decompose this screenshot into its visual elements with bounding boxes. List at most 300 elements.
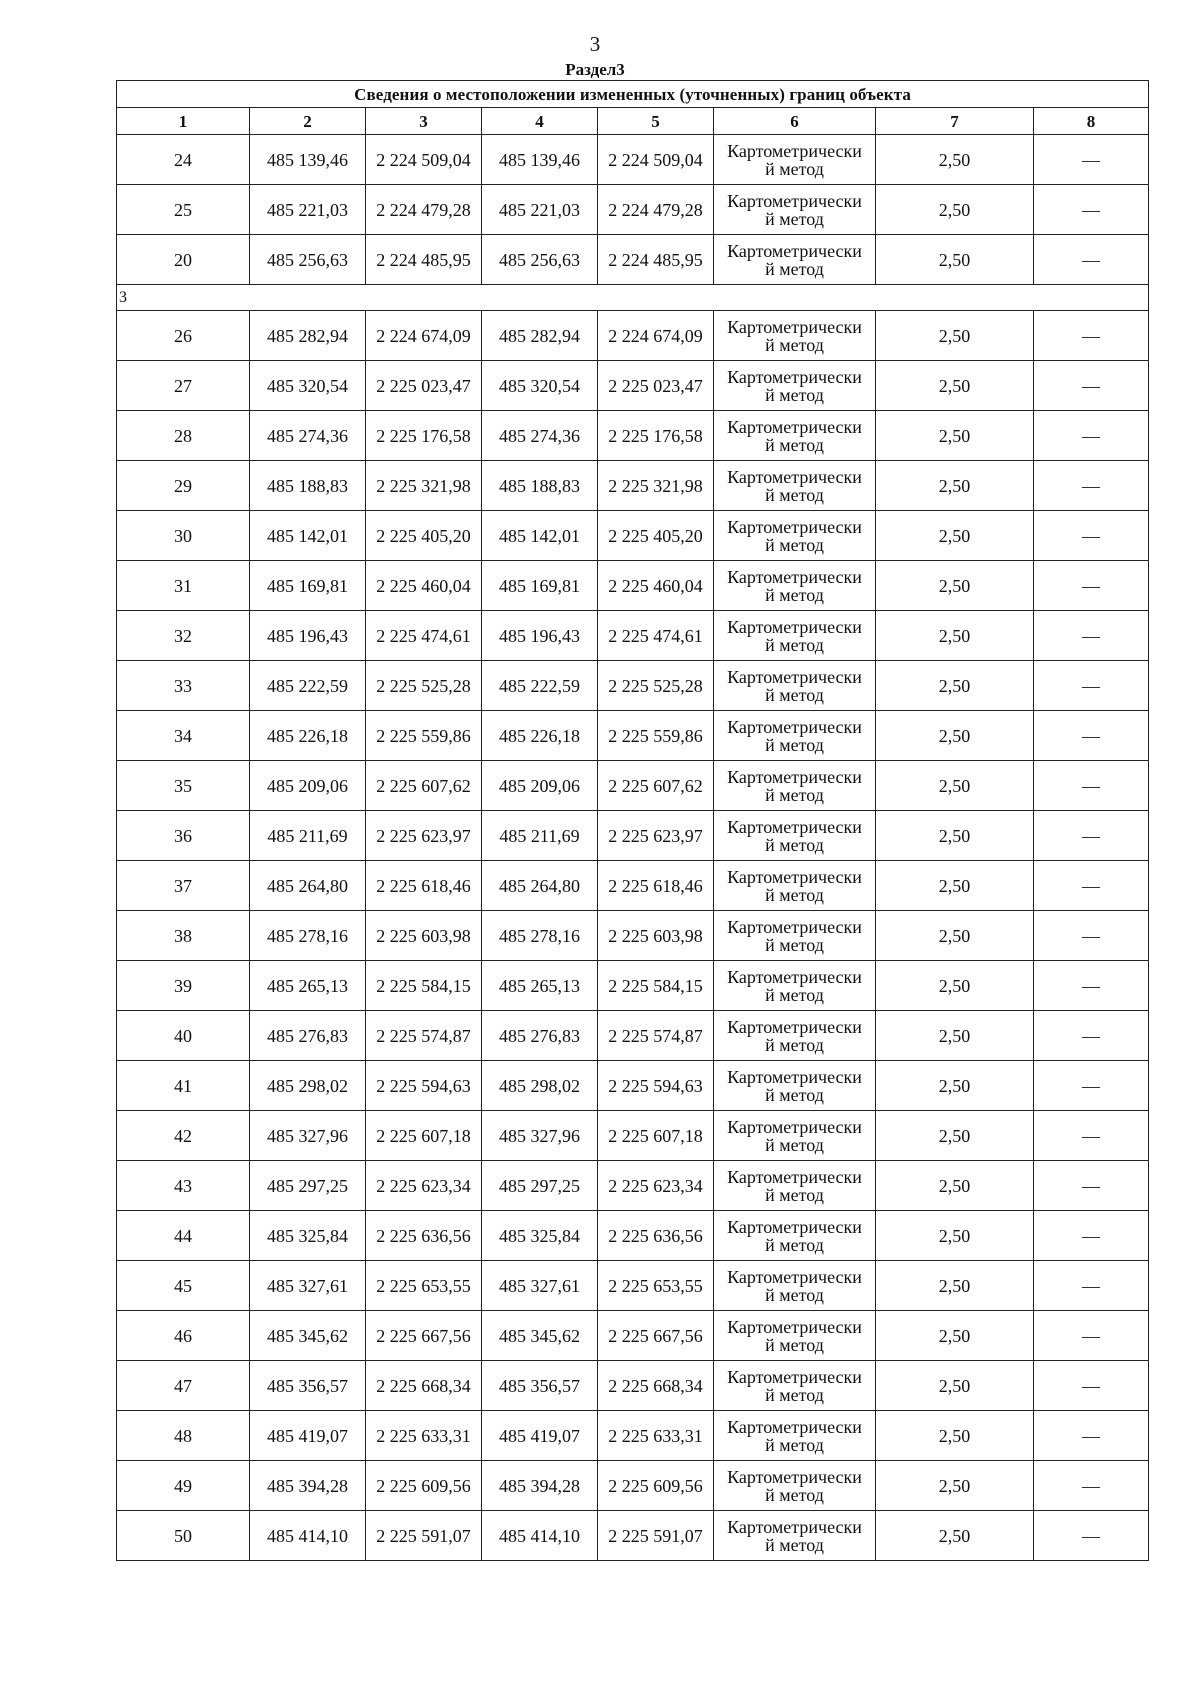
note-dash: — <box>1034 1211 1149 1261</box>
coord-x-refined: 485 327,96 <box>482 1111 598 1161</box>
coord-y-existing: 2 225 574,87 <box>366 1011 482 1061</box>
coord-y-refined: 2 225 405,20 <box>598 511 714 561</box>
method-line-2: й метод <box>765 534 824 555</box>
method-line-2: й метод <box>765 1534 824 1555</box>
coord-y-existing: 2 224 674,09 <box>366 311 482 361</box>
method-line-2: й метод <box>765 1134 824 1155</box>
coord-y-existing: 2 225 321,98 <box>366 461 482 511</box>
coord-x-refined: 485 142,01 <box>482 511 598 561</box>
column-header: 5 <box>598 108 714 135</box>
coord-x-existing: 485 327,96 <box>250 1111 366 1161</box>
coord-x-refined: 485 298,02 <box>482 1061 598 1111</box>
point-number: 37 <box>117 861 250 911</box>
coord-y-refined: 2 225 623,34 <box>598 1161 714 1211</box>
method-line-1: Картометрически <box>727 666 862 687</box>
method-line-2: й метод <box>765 834 824 855</box>
note-dash: — <box>1034 1511 1149 1561</box>
method-cell <box>714 411 876 461</box>
coord-y-refined: 2 225 603,98 <box>598 911 714 961</box>
coord-y-existing: 2 224 479,28 <box>366 185 482 235</box>
coord-x-refined: 485 414,10 <box>482 1511 598 1561</box>
coord-x-existing: 485 139,46 <box>250 135 366 185</box>
table-row <box>117 461 1149 511</box>
coord-y-existing: 2 224 509,04 <box>366 135 482 185</box>
point-number: 48 <box>117 1411 250 1461</box>
accuracy-value: 2,50 <box>876 311 1034 361</box>
method-line-2: й метод <box>765 484 824 505</box>
coord-y-refined: 2 225 609,56 <box>598 1461 714 1511</box>
coord-x-refined: 485 196,43 <box>482 611 598 661</box>
table-row <box>117 1511 1149 1561</box>
method-line-2: й метод <box>765 1484 824 1505</box>
table-row <box>117 811 1149 861</box>
accuracy-value: 2,50 <box>876 1111 1034 1161</box>
coord-x-refined: 485 356,57 <box>482 1361 598 1411</box>
coord-x-refined: 485 265,13 <box>482 961 598 1011</box>
coord-y-existing: 2 225 594,63 <box>366 1061 482 1111</box>
point-number: 35 <box>117 761 250 811</box>
method-line-1: Картометрически <box>727 1016 862 1037</box>
coord-y-refined: 2 225 633,31 <box>598 1411 714 1461</box>
accuracy-value: 2,50 <box>876 1211 1034 1261</box>
coord-y-existing: 2 225 405,20 <box>366 511 482 561</box>
table-row <box>117 711 1149 761</box>
coord-y-refined: 2 225 607,18 <box>598 1111 714 1161</box>
method-line-1: Картометрически <box>727 316 862 337</box>
accuracy-value: 2,50 <box>876 1411 1034 1461</box>
coord-y-refined: 2 225 574,87 <box>598 1011 714 1061</box>
accuracy-value: 2,50 <box>876 361 1034 411</box>
method-cell <box>714 1111 876 1161</box>
coord-y-refined: 2 225 667,56 <box>598 1311 714 1361</box>
method-cell <box>714 911 876 961</box>
method-cell <box>714 761 876 811</box>
accuracy-value: 2,50 <box>876 661 1034 711</box>
method-line-1: Картометрически <box>727 416 862 437</box>
coord-x-existing: 485 209,06 <box>250 761 366 811</box>
coord-x-existing: 485 276,83 <box>250 1011 366 1061</box>
note-dash: — <box>1034 461 1149 511</box>
coord-y-existing: 2 224 485,95 <box>366 235 482 285</box>
coord-x-existing: 485 221,03 <box>250 185 366 235</box>
note-dash: — <box>1034 1261 1149 1311</box>
accuracy-value: 2,50 <box>876 811 1034 861</box>
coord-y-existing: 2 225 668,34 <box>366 1361 482 1411</box>
method-line-2: й метод <box>765 584 824 605</box>
coord-y-refined: 2 225 584,15 <box>598 961 714 1011</box>
coord-y-refined: 2 225 525,28 <box>598 661 714 711</box>
coord-x-existing: 485 298,02 <box>250 1061 366 1111</box>
method-cell <box>714 861 876 911</box>
note-dash: — <box>1034 1411 1149 1461</box>
coord-x-existing: 485 394,28 <box>250 1461 366 1511</box>
method-line-1: Картометрически <box>727 1216 862 1237</box>
method-line-1: Картометрически <box>727 466 862 487</box>
coord-x-existing: 485 282,94 <box>250 311 366 361</box>
coord-y-refined: 2 224 674,09 <box>598 311 714 361</box>
coord-x-refined: 485 139,46 <box>482 135 598 185</box>
table-row <box>117 1211 1149 1261</box>
method-cell <box>714 611 876 661</box>
coord-y-refined: 2 225 023,47 <box>598 361 714 411</box>
coord-x-existing: 485 169,81 <box>250 561 366 611</box>
method-cell <box>714 1161 876 1211</box>
point-number: 27 <box>117 361 250 411</box>
group-label: 3 <box>117 285 1149 311</box>
coord-y-existing: 2 225 584,15 <box>366 961 482 1011</box>
point-number: 50 <box>117 1511 250 1561</box>
coord-x-existing: 485 419,07 <box>250 1411 366 1461</box>
coord-y-existing: 2 225 667,56 <box>366 1311 482 1361</box>
method-line-2: й метод <box>765 1034 824 1055</box>
coord-x-existing: 485 274,36 <box>250 411 366 461</box>
note-dash: — <box>1034 1011 1149 1061</box>
column-header: 1 <box>117 108 250 135</box>
method-line-2: й метод <box>765 1184 824 1205</box>
accuracy-value: 2,50 <box>876 511 1034 561</box>
point-number: 49 <box>117 1461 250 1511</box>
method-line-2: й метод <box>765 784 824 805</box>
coord-y-refined: 2 224 509,04 <box>598 135 714 185</box>
method-line-1: Картометрически <box>727 1416 862 1437</box>
table-row <box>117 135 1149 185</box>
method-cell <box>714 561 876 611</box>
rows-section-b <box>117 311 1149 1561</box>
method-line-1: Картометрически <box>727 140 862 161</box>
point-number: 25 <box>117 185 250 235</box>
point-number: 47 <box>117 1361 250 1411</box>
method-line-2: й метод <box>765 208 824 229</box>
rows-section-a <box>117 135 1149 285</box>
coord-x-refined: 485 256,63 <box>482 235 598 285</box>
method-line-2: й метод <box>765 634 824 655</box>
coord-y-existing: 2 225 623,97 <box>366 811 482 861</box>
coord-x-existing: 485 142,01 <box>250 511 366 561</box>
coord-y-existing: 2 225 653,55 <box>366 1261 482 1311</box>
coord-x-existing: 485 211,69 <box>250 811 366 861</box>
note-dash: — <box>1034 135 1149 185</box>
method-line-1: Картометрически <box>727 1116 862 1137</box>
accuracy-value: 2,50 <box>876 185 1034 235</box>
table-row <box>117 1061 1149 1111</box>
coord-y-existing: 2 225 607,18 <box>366 1111 482 1161</box>
accuracy-value: 2,50 <box>876 861 1034 911</box>
method-line-1: Картометрически <box>727 516 862 537</box>
method-line-2: й метод <box>765 1284 824 1305</box>
method-cell <box>714 961 876 1011</box>
coord-y-refined: 2 225 594,63 <box>598 1061 714 1111</box>
coord-x-existing: 485 356,57 <box>250 1361 366 1411</box>
accuracy-value: 2,50 <box>876 911 1034 961</box>
coord-y-refined: 2 225 474,61 <box>598 611 714 661</box>
coord-y-existing: 2 225 603,98 <box>366 911 482 961</box>
coord-y-refined: 2 225 460,04 <box>598 561 714 611</box>
note-dash: — <box>1034 361 1149 411</box>
method-line-1: Картометрически <box>727 966 862 987</box>
table-row <box>117 1311 1149 1361</box>
method-cell <box>714 461 876 511</box>
method-line-1: Картометрически <box>727 716 862 737</box>
coord-y-existing: 2 225 591,07 <box>366 1511 482 1561</box>
coord-x-existing: 485 320,54 <box>250 361 366 411</box>
coord-y-refined: 2 225 591,07 <box>598 1511 714 1561</box>
table-row <box>117 1461 1149 1511</box>
coord-x-refined: 485 211,69 <box>482 811 598 861</box>
method-line-2: й метод <box>765 258 824 279</box>
column-header: 6 <box>714 108 876 135</box>
table-row <box>117 235 1149 285</box>
method-line-1: Картометрически <box>727 866 862 887</box>
coord-x-existing: 485 188,83 <box>250 461 366 511</box>
table-row <box>117 1161 1149 1211</box>
note-dash: — <box>1034 411 1149 461</box>
coord-x-existing: 485 256,63 <box>250 235 366 285</box>
table-row <box>117 1111 1149 1161</box>
table-row <box>117 511 1149 561</box>
table-row <box>117 861 1149 911</box>
method-cell <box>714 1461 876 1511</box>
method-line-1: Картометрически <box>727 1066 862 1087</box>
note-dash: — <box>1034 1311 1149 1361</box>
coord-x-existing: 485 196,43 <box>250 611 366 661</box>
coord-y-refined: 2 225 636,56 <box>598 1211 714 1261</box>
table-row <box>117 661 1149 711</box>
accuracy-value: 2,50 <box>876 1261 1034 1311</box>
method-line-1: Картометрически <box>727 1516 862 1537</box>
method-cell <box>714 311 876 361</box>
method-cell <box>714 1211 876 1261</box>
method-line-2: й метод <box>765 984 824 1005</box>
page-number: 3 <box>589 32 601 56</box>
table-row <box>117 311 1149 361</box>
point-number: 32 <box>117 611 250 661</box>
coord-x-refined: 485 209,06 <box>482 761 598 811</box>
coord-x-existing: 485 297,25 <box>250 1161 366 1211</box>
coord-x-existing: 485 345,62 <box>250 1311 366 1361</box>
method-line-2: й метод <box>765 1084 824 1105</box>
note-dash: — <box>1034 811 1149 861</box>
table-row <box>117 1361 1149 1411</box>
point-number: 29 <box>117 461 250 511</box>
method-cell <box>714 185 876 235</box>
point-number: 44 <box>117 1211 250 1261</box>
method-line-2: й метод <box>765 684 824 705</box>
method-line-2: й метод <box>765 934 824 955</box>
accuracy-value: 2,50 <box>876 1011 1034 1061</box>
accuracy-value: 2,50 <box>876 1311 1034 1361</box>
coord-x-refined: 485 320,54 <box>482 361 598 411</box>
coord-y-existing: 2 225 525,28 <box>366 661 482 711</box>
table-row <box>117 961 1149 1011</box>
method-cell <box>714 711 876 761</box>
method-line-1: Картометрически <box>727 766 862 787</box>
coord-y-refined: 2 225 668,34 <box>598 1361 714 1411</box>
coord-x-refined: 485 274,36 <box>482 411 598 461</box>
point-number: 30 <box>117 511 250 561</box>
method-cell <box>714 235 876 285</box>
coord-x-existing: 485 278,16 <box>250 911 366 961</box>
method-line-1: Картометрически <box>727 1266 862 1287</box>
coord-x-refined: 485 226,18 <box>482 711 598 761</box>
coord-x-refined: 485 345,62 <box>482 1311 598 1361</box>
coord-y-existing: 2 225 633,31 <box>366 1411 482 1461</box>
note-dash: — <box>1034 661 1149 711</box>
coord-y-existing: 2 225 559,86 <box>366 711 482 761</box>
coord-x-existing: 485 414,10 <box>250 1511 366 1561</box>
method-cell <box>714 1411 876 1461</box>
accuracy-value: 2,50 <box>876 1161 1034 1211</box>
note-dash: — <box>1034 1061 1149 1111</box>
coord-x-existing: 485 265,13 <box>250 961 366 1011</box>
method-line-2: й метод <box>765 1384 824 1405</box>
coord-x-refined: 485 221,03 <box>482 185 598 235</box>
table-row <box>117 411 1149 461</box>
method-line-2: й метод <box>765 384 824 405</box>
accuracy-value: 2,50 <box>876 411 1034 461</box>
note-dash: — <box>1034 311 1149 361</box>
point-number: 24 <box>117 135 250 185</box>
accuracy-value: 2,50 <box>876 135 1034 185</box>
note-dash: — <box>1034 1461 1149 1511</box>
coord-y-refined: 2 225 653,55 <box>598 1261 714 1311</box>
point-number: 20 <box>117 235 250 285</box>
note-dash: — <box>1034 861 1149 911</box>
method-cell <box>714 135 876 185</box>
table-row <box>117 1411 1149 1461</box>
coord-y-existing: 2 225 609,56 <box>366 1461 482 1511</box>
coord-y-refined: 2 225 559,86 <box>598 711 714 761</box>
table-row <box>117 911 1149 961</box>
coord-y-existing: 2 225 023,47 <box>366 361 482 411</box>
coord-y-existing: 2 225 623,34 <box>366 1161 482 1211</box>
method-line-2: й метод <box>765 158 824 179</box>
method-line-2: й метод <box>765 1434 824 1455</box>
group-separator <box>117 285 1149 311</box>
coord-x-refined: 485 264,80 <box>482 861 598 911</box>
accuracy-value: 2,50 <box>876 711 1034 761</box>
column-header: 2 <box>250 108 366 135</box>
coord-x-refined: 485 282,94 <box>482 311 598 361</box>
coord-y-existing: 2 225 460,04 <box>366 561 482 611</box>
method-line-1: Картометрически <box>727 1466 862 1487</box>
coord-y-refined: 2 225 607,62 <box>598 761 714 811</box>
note-dash: — <box>1034 1111 1149 1161</box>
note-dash: — <box>1034 561 1149 611</box>
table-row <box>117 611 1149 661</box>
table-row <box>117 1011 1149 1061</box>
coord-x-refined: 485 419,07 <box>482 1411 598 1461</box>
method-line-1: Картометрически <box>727 916 862 937</box>
method-line-1: Картометрически <box>727 616 862 637</box>
point-number: 38 <box>117 911 250 961</box>
accuracy-value: 2,50 <box>876 461 1034 511</box>
method-line-1: Картометрически <box>727 1316 862 1337</box>
point-number: 28 <box>117 411 250 461</box>
method-cell <box>714 1061 876 1111</box>
method-cell <box>714 361 876 411</box>
method-line-2: й метод <box>765 1234 824 1255</box>
method-line-1: Картометрически <box>727 366 862 387</box>
method-line-1: Картометрически <box>727 1366 862 1387</box>
method-line-1: Картометрически <box>727 1166 862 1187</box>
note-dash: — <box>1034 511 1149 561</box>
method-line-1: Картометрически <box>727 816 862 837</box>
coord-x-existing: 485 226,18 <box>250 711 366 761</box>
note-dash: — <box>1034 235 1149 285</box>
note-dash: — <box>1034 1361 1149 1411</box>
note-dash: — <box>1034 611 1149 661</box>
accuracy-value: 2,50 <box>876 1511 1034 1561</box>
method-line-2: й метод <box>765 434 824 455</box>
point-number: 45 <box>117 1261 250 1311</box>
accuracy-value: 2,50 <box>876 1061 1034 1111</box>
method-line-1: Картометрически <box>727 190 862 211</box>
note-dash: — <box>1034 761 1149 811</box>
point-number: 36 <box>117 811 250 861</box>
coord-y-existing: 2 225 618,46 <box>366 861 482 911</box>
point-number: 26 <box>117 311 250 361</box>
coord-x-existing: 485 222,59 <box>250 661 366 711</box>
point-number: 31 <box>117 561 250 611</box>
note-dash: — <box>1034 185 1149 235</box>
method-cell <box>714 1261 876 1311</box>
point-number: 41 <box>117 1061 250 1111</box>
table-row <box>117 185 1149 235</box>
point-number: 42 <box>117 1111 250 1161</box>
coord-y-existing: 2 225 607,62 <box>366 761 482 811</box>
method-cell <box>714 661 876 711</box>
boundary-coordinates-table <box>116 80 1149 1561</box>
coord-x-existing: 485 327,61 <box>250 1261 366 1311</box>
method-cell <box>714 511 876 561</box>
table-row <box>117 761 1149 811</box>
method-line-1: Картометрически <box>727 240 862 261</box>
coord-y-refined: 2 225 321,98 <box>598 461 714 511</box>
method-line-2: й метод <box>765 884 824 905</box>
note-dash: — <box>1034 911 1149 961</box>
coord-x-refined: 485 169,81 <box>482 561 598 611</box>
column-header: 3 <box>366 108 482 135</box>
coord-x-refined: 485 394,28 <box>482 1461 598 1511</box>
method-line-2: й метод <box>765 334 824 355</box>
table-caption: Сведения о местоположении измененных (уточненных) границ объекта <box>117 81 1149 108</box>
section-title: Раздел3 <box>565 60 625 79</box>
coord-y-existing: 2 225 474,61 <box>366 611 482 661</box>
coord-y-refined: 2 224 485,95 <box>598 235 714 285</box>
coord-x-refined: 485 278,16 <box>482 911 598 961</box>
point-number: 43 <box>117 1161 250 1211</box>
note-dash: — <box>1034 711 1149 761</box>
coord-y-refined: 2 225 618,46 <box>598 861 714 911</box>
coord-x-existing: 485 325,84 <box>250 1211 366 1261</box>
coord-x-refined: 485 222,59 <box>482 661 598 711</box>
accuracy-value: 2,50 <box>876 1461 1034 1511</box>
method-cell <box>714 1511 876 1561</box>
point-number: 39 <box>117 961 250 1011</box>
coord-x-existing: 485 264,80 <box>250 861 366 911</box>
point-number: 33 <box>117 661 250 711</box>
coord-x-refined: 485 188,83 <box>482 461 598 511</box>
coord-y-existing: 2 225 176,58 <box>366 411 482 461</box>
point-number: 46 <box>117 1311 250 1361</box>
accuracy-value: 2,50 <box>876 235 1034 285</box>
note-dash: — <box>1034 1161 1149 1211</box>
table-row <box>117 561 1149 611</box>
point-number: 34 <box>117 711 250 761</box>
column-numbers-row <box>117 108 1149 135</box>
coord-y-refined: 2 224 479,28 <box>598 185 714 235</box>
method-cell <box>714 811 876 861</box>
